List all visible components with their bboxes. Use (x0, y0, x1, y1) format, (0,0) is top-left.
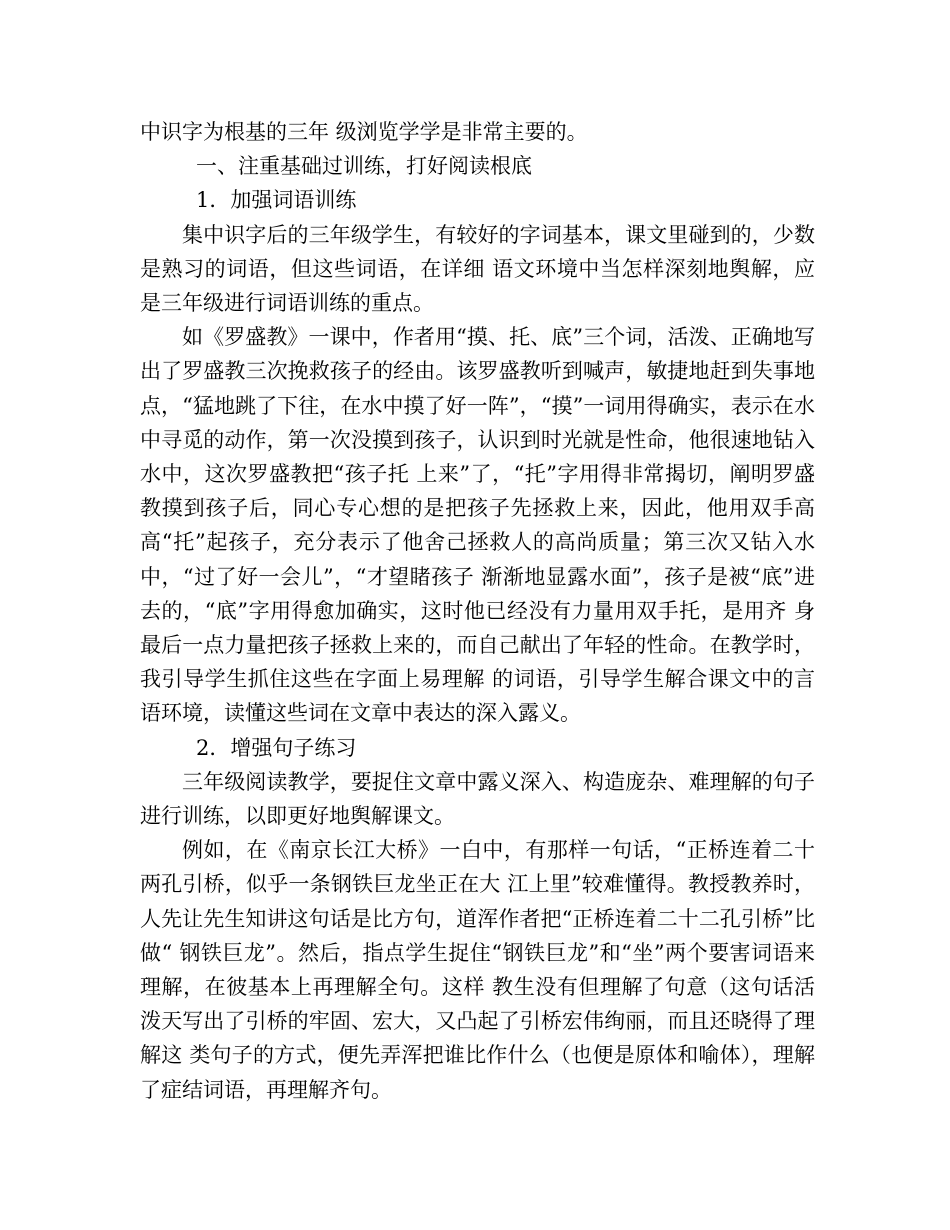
section-heading: 一、注重基础过训练，打好阅读根底 (196, 154, 532, 179)
body-paragraph: 三年级阅读教学，要捉住文章中露义深入、构造庞杂、难理解的句子进行训练，以即更好地舆解课文。 (140, 769, 815, 829)
body-paragraph: 集中识字后的三年级学生，有较好的字词基本，课文里碰到的，少数是熟习的词语，但这些词语，在详细 语文环境中当怎样深刻地舆解，应是三年级进行词语训练的重点。 (140, 222, 815, 316)
body-paragraph: 如《罗盛教》一课中，作者用“摸、托、底”三个词，活泼、正确地写出了罗盛教三次挽救孩子的经由。该罗盛教听到喊声，敏捷地赶到失事地点，“猛地跳了下往，在水中摸了好一阵”，“摸”一词用得确实，表示在水中寻觅的动作，第一次没摸到孩子，认识到时光就是性命，他很速地钻入水中，这次罗盛教把“孩子托 上来”了，“托”字用得非常揭切，阐明罗盛教摸到孩子后，同心专心想的是把孩子先拯救上来，因此，他用双手高 高“托”起孩子，充分表示了他舍己拯救人的高尚质量；第三次又钻入水中，“过了好一会儿”，“才望睹孩子 渐渐地显露水面”，孩子是被“底”进去的，“底”字用得愈加确实，这时他已经没有力量用双手托，是用齐 身最后一点力量把孩子拯救上来的，而自己献出了年轻的性命。在教学时，我引导学生抓住这些在字面上易理解 的词语，引导学生解合课文中的言语环境，读懂这些词在文章中表达的深入露义。 (140, 325, 815, 726)
lead-paragraph: 中识字为根基的三年 级浏览学学是非常主要的。 (140, 120, 588, 144)
subsection-heading-sentences: 2．增强句子练习 (196, 735, 357, 760)
subsection-heading-words: 1．加强词语训练 (196, 188, 357, 213)
document-page (140, 115, 815, 1107)
body-paragraph: 例如，在《南京长江大桥》一白中，有那样一句话，“正桥连着二十两孔引桥，似乎一条钢铁巨龙坐正在大 江上里”较难懂得。教授教养时，人先让先生知讲这句话是比方句，道浑作者把“正桥连着二十二孔引桥”比做“ 钢铁巨龙”。然后，指点学生捉住“钢铁巨龙”和“坐”两个要害词语来理解，在彼基本上再理解全句。这样 教生没有但理解了句意（这句话活泼天写出了引桥的牢固、宏大，又凸起了引桥宏伟绚丽，而且还晓得了理解这 类句子的方式，便先弄浑把谁比作什么（也便是原体和喻体），理解了症结词语，再理解齐句。 (140, 838, 815, 1102)
